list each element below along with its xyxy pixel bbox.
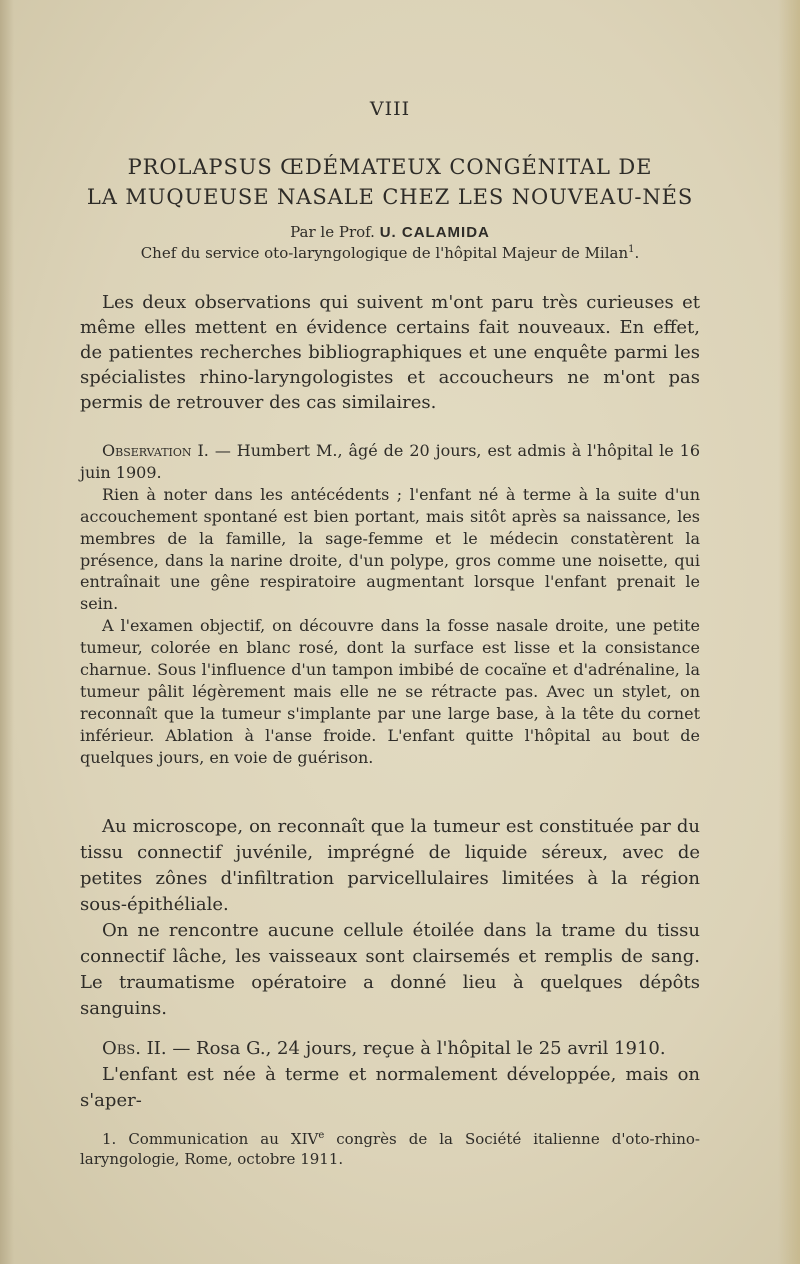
footnote-sup: e (318, 1130, 325, 1141)
footnote-ref: 1 (628, 244, 635, 255)
obs2-line2: L'enfant est née à terme et normalement développée, mais on s'aper- (80, 1064, 700, 1111)
footnote-text-2: congrès de la Société italienne d'oto-rhino-laryngologie, Rome, octobre 1911. (80, 1130, 700, 1168)
page-edge-left (0, 0, 14, 1264)
author-name: U. CALAMIDA (379, 224, 490, 241)
obs1-label: Observation I. (102, 441, 209, 460)
obs1-intro: — Humbert M., âgé de 20 jours, est admis à l'hôpital le 16 juin 1909. (80, 441, 701, 482)
obs1-examination: A l'examen objectif, on découvre dans la fosse nasale droite, une petite tumeur, colorée en blanc rosé, dont la surface est lisse et la consistance charnue. Sous l'influence d'un tampon imbibé de cocaïne et d'adrénaline, la tumeur pâlit légèrement mais elle ne se rétracte pas. Avec un stylet, on reconnaît que la tumeur s'implante par une large base, à la tête du cornet inférieur. Ablation à l'anse froide. L'enfant quitte l'hôpital au bout de quelques jours, en voie de guérison. (80, 616, 700, 767)
author-line (80, 223, 700, 241)
microscopy-p2: On ne rencontre aucune cellule étoilée dans la trame du tissu connectif lâche, les vaisseaux sont clairsemés et remplis de sang. Le traumatisme opératoire a donné lieu à quelques dépôts sanguins. (80, 920, 700, 1019)
title-line-1: PROLAPSUS ŒDÉMATEUX CONGÉNITAL DE (127, 155, 653, 179)
page-edge-right (778, 0, 800, 1264)
chapter-number: VIII (369, 98, 411, 120)
microscopy-section (80, 814, 700, 1022)
affiliation-text: Chef du service oto-laryngologique de l'hôpital Majeur de Milan (140, 244, 629, 262)
observation-2 (80, 1036, 700, 1114)
author-affiliation (80, 244, 700, 262)
footnote (80, 1126, 700, 1169)
observation-1 (80, 440, 700, 769)
microscopy-p1: Au microscope, on reconnaît que la tumeur est constituée par du tissu connectif juvénile, imprégné de liquide séreux, avec de petites zônes d'infiltration parvicellulaires limitées à la région sous-épithéliale. (80, 816, 700, 915)
obs2-label: Obs. (102, 1038, 141, 1059)
obs2-line1: II. — Rosa G., 24 jours, reçue à l'hôpital le 25 avril 1910. (140, 1038, 666, 1059)
obs2-header (80, 1036, 700, 1062)
author-prefix: Par le Prof. (290, 223, 380, 241)
title-line-2: LA MUQUEUSE NASALE CHEZ LES NOUVEAU-NÉS (86, 185, 694, 209)
obs1-antecedents: Rien à noter dans les antécédents ; l'enfant né à terme à la suite d'un accouchement spontané est bien portant, mais sitôt après sa naissance, les membres de la famille, la sage-femme et le médecin constatèrent la présence, dans la narine droite, d'un polype, gros comme une noisette, qui entraînait une gêne respiratoire augmentant lorsque l'enfant prenait le sein. (80, 484, 700, 614)
footnote-text: Communication au XIV (128, 1130, 319, 1148)
intro-paragraph: Les deux observations qui suivent m'ont paru très curieuses et même elles mettent en évidence certains fait nouveaux. En effet, de patientes recherches bibliographiques et une enquête parmi les spécialistes rhino-laryngologistes et accoucheurs ne m'ont pas permis de retrouver des cas similaires. (80, 292, 700, 413)
footnote-mark: 1. (102, 1130, 129, 1148)
affiliation-end: . (634, 244, 640, 262)
obs1-header (80, 440, 700, 484)
